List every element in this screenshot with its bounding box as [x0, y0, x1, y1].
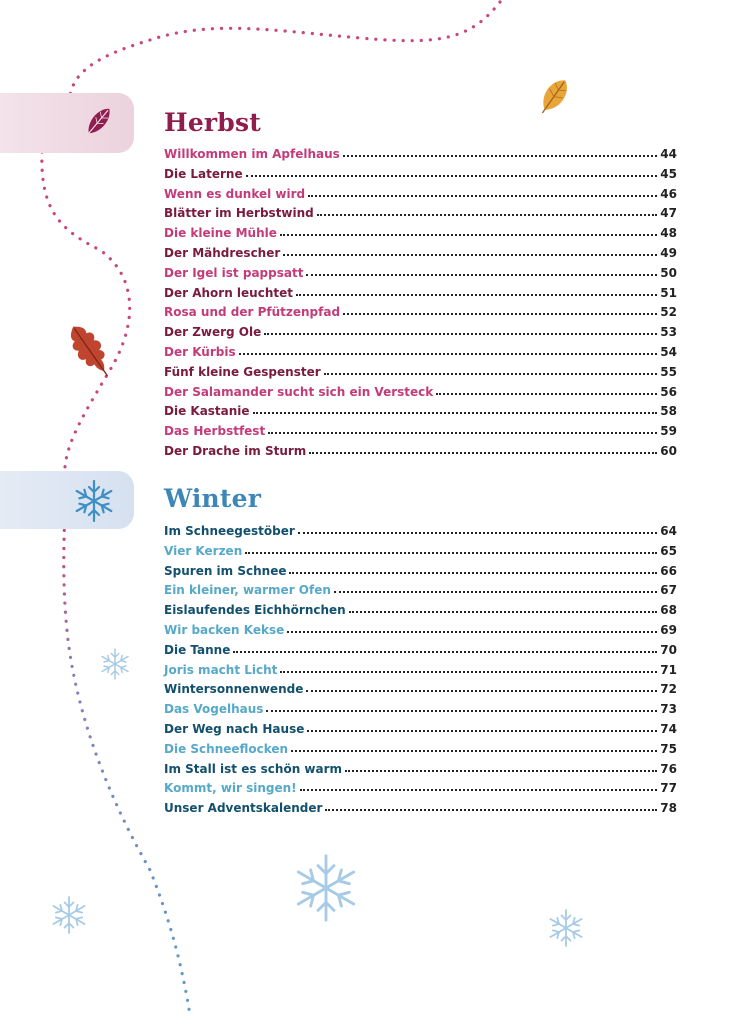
- dot-leader: [325, 809, 657, 811]
- toc-entry-page: 58: [660, 404, 677, 419]
- section-tab-winter: [0, 471, 134, 529]
- toc-entry-page: 68: [660, 603, 677, 618]
- toc-entry-page: 66: [660, 563, 677, 578]
- toc-entry-page: 46: [660, 186, 677, 201]
- toc-entry-page: 59: [660, 424, 677, 439]
- toc-entry[interactable]: [164, 682, 677, 702]
- toc-entry[interactable]: [164, 524, 677, 544]
- toc-entry-title: Der Kürbis: [164, 344, 236, 359]
- toc-entry-title: Im Schneegestöber: [164, 524, 295, 538]
- dot-leader: [264, 333, 657, 335]
- toc-entry-title: Joris macht Licht: [164, 662, 278, 677]
- toc-entry-title: Die Kastanie: [164, 404, 250, 419]
- toc-entry-page: 78: [660, 801, 677, 816]
- toc-entry-title: Die kleine Mühle: [164, 226, 277, 241]
- toc-entry-page: 44: [660, 147, 677, 161]
- toc-entry[interactable]: [164, 663, 677, 683]
- toc-entry-title: Wenn es dunkel wird: [164, 186, 306, 201]
- toc-entry[interactable]: [164, 742, 677, 762]
- dotted-trail-top: [70, 2, 500, 95]
- dot-leader: [268, 432, 657, 434]
- dot-leader: [246, 175, 658, 177]
- oak-leaf-illustration: [62, 319, 118, 383]
- dot-leader: [289, 572, 657, 574]
- dot-leader: [345, 770, 657, 772]
- toc-entry-title: Die Tanne: [164, 642, 231, 657]
- dot-leader: [233, 651, 657, 653]
- toc-entry[interactable]: [164, 643, 677, 663]
- toc-entry-page: 69: [660, 622, 677, 637]
- toc-entry[interactable]: [164, 385, 677, 405]
- toc-entry-page: 52: [660, 305, 677, 320]
- toc-entry[interactable]: [164, 266, 677, 286]
- toc-entry-title: Vier Kerzen: [164, 543, 243, 558]
- toc-entry[interactable]: [164, 286, 677, 306]
- dot-leader: [280, 671, 657, 673]
- toc-entry-title: Wintersonnenwende: [164, 682, 304, 697]
- toc-entry[interactable]: [164, 623, 677, 643]
- dot-leader: [291, 750, 657, 752]
- toc-entry-title: Eislaufendes Eichhörnchen: [164, 603, 346, 618]
- dot-leader: [306, 274, 657, 276]
- snowflake-icon: [298, 856, 353, 920]
- dot-leader: [307, 730, 657, 732]
- toc-entry[interactable]: [164, 424, 677, 444]
- toc-entry-title: Das Vogelhaus: [164, 702, 264, 717]
- toc-entry[interactable]: [164, 702, 677, 722]
- toc-entry-title: Wir backen Kekse: [164, 622, 285, 637]
- toc-list-winter: [164, 524, 677, 821]
- section-title-winter: Winter: [164, 484, 262, 513]
- toc-entry[interactable]: [164, 404, 677, 424]
- toc-entry-title: Der Ahorn leuchtet: [164, 285, 293, 300]
- section-tab-herbst: [0, 93, 134, 153]
- toc-entry-page: 60: [660, 443, 677, 458]
- dot-leader: [334, 591, 657, 593]
- toc-entry-page: 54: [660, 344, 677, 359]
- dot-leader: [239, 353, 658, 355]
- toc-entry-title: Spuren im Schnee: [164, 563, 287, 578]
- toc-entry[interactable]: [164, 226, 677, 246]
- toc-entry-page: 73: [660, 702, 677, 717]
- toc-entry-page: 56: [660, 384, 677, 399]
- toc-entry[interactable]: [164, 801, 677, 821]
- toc-entry[interactable]: [164, 722, 677, 742]
- toc-entry[interactable]: [164, 564, 677, 584]
- toc-entry-title: Der Igel ist pappsatt: [164, 265, 304, 280]
- toc-entry-page: 49: [660, 245, 677, 260]
- toc-entry-page: 47: [660, 206, 677, 221]
- toc-entry-title: Unser Adventskalender: [164, 801, 323, 816]
- toc-entry[interactable]: [164, 781, 677, 801]
- snowflake-icon: [550, 910, 581, 946]
- toc-entry[interactable]: [164, 206, 677, 226]
- dot-leader: [317, 214, 658, 216]
- toc-entry[interactable]: [164, 187, 677, 207]
- toc-entry-title: Die Laterne: [164, 166, 243, 181]
- section-title-herbst: Herbst: [164, 108, 262, 137]
- autumn-leaf-illustration: [535, 75, 573, 119]
- toc-entry-page: 77: [660, 781, 677, 796]
- dot-leader: [287, 631, 657, 633]
- toc-entry[interactable]: [164, 365, 677, 385]
- toc-entry[interactable]: [164, 762, 677, 782]
- toc-entry-title: Der Zwerg Ole: [164, 325, 262, 340]
- dot-leader: [300, 789, 658, 791]
- dot-leader: [266, 710, 657, 712]
- toc-entry-title: Der Mähdrescher: [164, 245, 281, 260]
- dot-leader: [253, 412, 658, 414]
- dot-leader: [343, 313, 657, 315]
- toc-entry[interactable]: [164, 147, 677, 167]
- dot-leader: [324, 373, 658, 375]
- dot-leader: [280, 234, 657, 236]
- toc-entry-page: 53: [660, 325, 677, 340]
- toc-entry-title: Rosa und der Pfützenpfad: [164, 305, 341, 320]
- toc-entry-page: 51: [660, 285, 677, 300]
- toc-entry-page: 72: [660, 682, 677, 697]
- toc-entry[interactable]: [164, 603, 677, 623]
- toc-entry-page: 65: [660, 543, 677, 558]
- dot-leader: [298, 532, 658, 534]
- toc-entry-page: 48: [660, 226, 677, 241]
- toc-entry-page: 70: [660, 642, 677, 657]
- toc-entry-page: 50: [660, 265, 677, 280]
- dot-leader: [436, 393, 657, 395]
- dot-leader: [245, 552, 657, 554]
- toc-entry-title: Der Salamander sucht sich ein Versteck: [164, 384, 434, 399]
- toc-entry[interactable]: [164, 305, 677, 325]
- toc-entry-title: Fünf kleine Gespenster: [164, 364, 321, 379]
- toc-entry[interactable]: [164, 167, 677, 187]
- toc-entry-title: Blätter im Herbstwind: [164, 206, 314, 221]
- toc-entry[interactable]: [164, 325, 677, 345]
- toc-entry[interactable]: [164, 444, 677, 464]
- toc-entry-title: Der Drache im Sturm: [164, 443, 307, 458]
- toc-entry-title: Im Stall ist es schön warm: [164, 761, 343, 776]
- dot-leader: [296, 294, 657, 296]
- toc-entry-page: 45: [660, 166, 677, 181]
- toc-entry-title: Die Schneeflocken: [164, 741, 289, 756]
- toc-list-herbst: [164, 147, 677, 464]
- snowflake-icon: [53, 897, 84, 933]
- toc-entry[interactable]: [164, 246, 677, 266]
- toc-entry-page: 76: [660, 761, 677, 776]
- dot-leader: [283, 254, 657, 256]
- toc-entry-page: 55: [660, 364, 677, 379]
- toc-entry-page: 71: [660, 662, 677, 677]
- toc-entry-page: 64: [660, 524, 677, 538]
- toc-entry-title: Kommt, wir singen!: [164, 781, 297, 796]
- toc-entry-title: Ein kleiner, warmer Ofen: [164, 583, 331, 598]
- toc-entry[interactable]: [164, 345, 677, 365]
- toc-entry-title: Der Weg nach Hause: [164, 721, 305, 736]
- dot-leader: [349, 611, 658, 613]
- toc-entry-page: 67: [660, 583, 677, 598]
- toc-entry[interactable]: [164, 544, 677, 564]
- snowflake-icon: [102, 649, 128, 679]
- dot-leader: [306, 690, 657, 692]
- toc-entry-title: Das Herbstfest: [164, 424, 266, 439]
- toc-entry-page: 75: [660, 741, 677, 756]
- dot-leader: [309, 452, 657, 454]
- toc-entry-page: 74: [660, 721, 677, 736]
- toc-entry[interactable]: [164, 583, 677, 603]
- dot-leader: [343, 155, 657, 157]
- dot-leader: [308, 195, 657, 197]
- toc-entry-title: Willkommen im Apfelhaus: [164, 147, 340, 161]
